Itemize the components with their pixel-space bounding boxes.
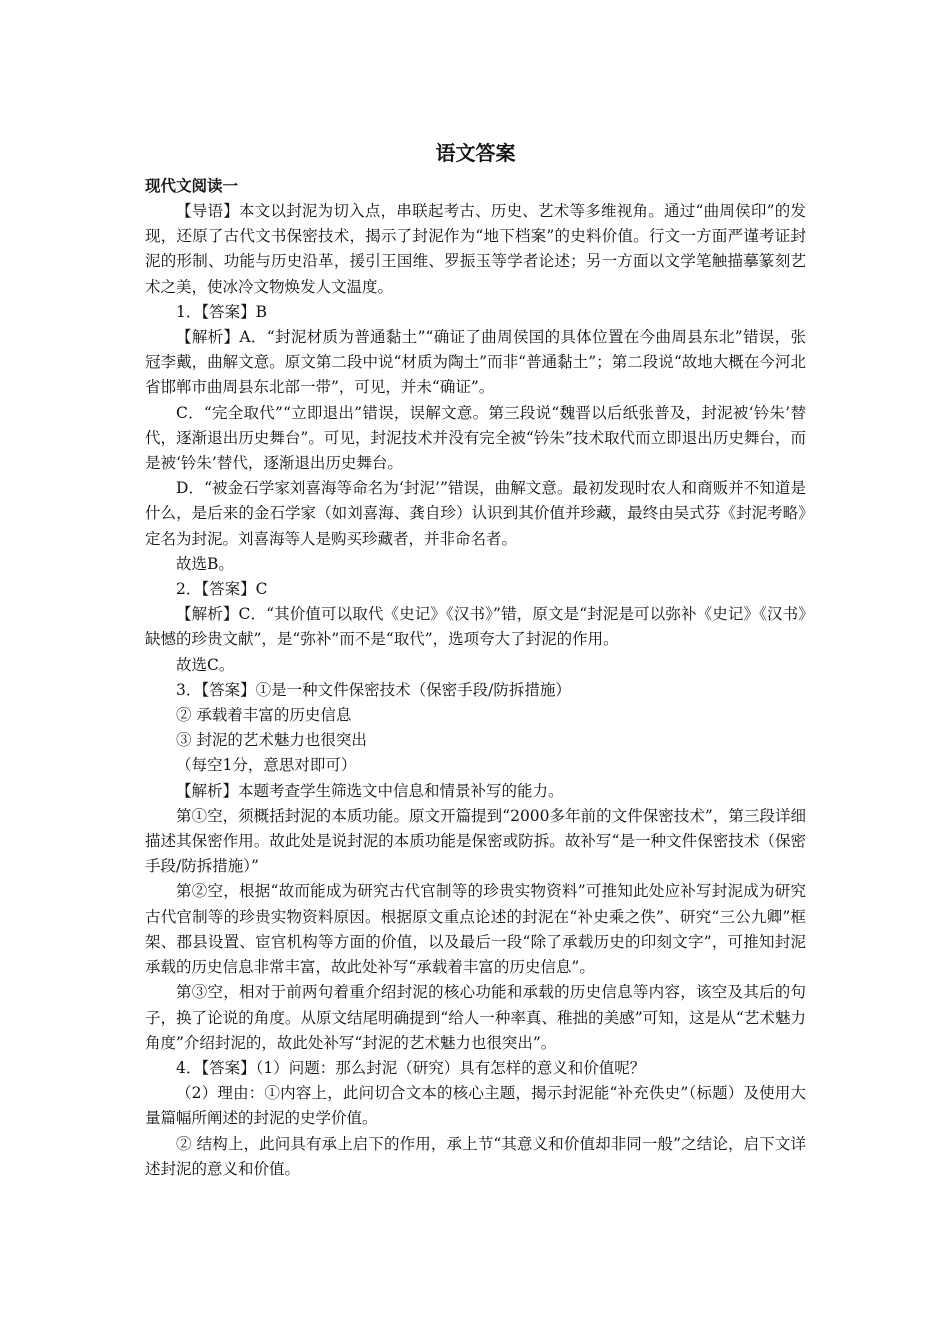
q3-blank-2: 第②空，根据“故而能成为研究古代官制等的珍贵实物资料”可推知此处应补写封泥成为研究古代官制等的珍贵实物资料原因。根据原文重点论述的封泥在“补史乘之佚”、研究“三公九卿”框架、郡县设置、宦官机构等方面的价值，以及最后一段“除了承载历史的印刻文字”，可推知封泥承载的历史信息非常丰富，故此处补写“承载着丰富的历史信息”。	[145, 882, 806, 977]
q2-conclusion: 故选C。	[176, 655, 235, 674]
q3-answer-item-3: ③ 封泥的艺术魅力也很突出	[176, 731, 367, 750]
q1-answer: 1．【答案】B	[176, 302, 268, 321]
q1-analysis-d: D．“被金石学家刘喜海等命名为‘封泥’”错误，曲解文意。最初发现时农人和商贩并不知道是什么，是后来的金石学家（如刘喜海、龚自珍）认识到其价值并珍藏，最终由吴式芬《封泥考略》定名为封泥。刘喜海等人是购买珍藏者，并非命名者。	[145, 479, 806, 548]
q3-answer-item-2: ② 承载着丰富的历史信息	[176, 706, 352, 725]
q3-blank-3: 第③空，相对于前两句着重介绍封泥的核心功能和承载的历史信息等内容，该空及其后的句子，换了论说的角度。从原文结尾明确提到“给人一种率真、稚拙的美感”可知，这是从“艺术魅力角度”介绍封泥的，故此处补写“封泥的艺术魅力也很突出”。	[145, 983, 806, 1052]
q1-analysis-c: C．“完全取代”“立即退出”错误，误解文意。第三段说“魏晋以后纸张普及，封泥被‘钤朱’替代，逐渐退出历史舞台”。可见，封泥技术并没有完全被“钤朱”技术取代而立即退出历史舞台，而是被‘钤朱’替代，逐渐退出历史舞台。	[145, 403, 806, 473]
q3-answer: 3．【答案】①是一种文件保密技术（保密手段/防拆措施）	[176, 680, 571, 699]
q4-reason-2: ② 结构上，此问具有承上启下的作用，承上节“其意义和价值却非同一般”之结论，启下文详述封泥的意义和价值。	[145, 1134, 806, 1178]
q1-analysis-a: 【解析】A．“封泥材质为普通黏土”“确证了曲周侯国的具体位置在今曲周县东北”错误，张冠李戴，曲解文意。原文第二段中说“材质为陶土”而非“普通黏土”；第二段说“故地大概在今河北省邯郸市曲周县东北部一带”，可见，并未“确证”。	[145, 328, 806, 397]
q1-conclusion: 故选B。	[176, 554, 234, 573]
q4-reason-1: （2）理由：①内容上，此问切合文本的核心主题，揭示封泥能“补充佚史”（标题）及使用大量篇幅所阐述的封泥的史学价值。	[145, 1084, 806, 1128]
document-page	[145, 138, 806, 1182]
page-title: 语文答案	[435, 141, 516, 165]
section-heading: 现代文阅读一	[145, 177, 239, 195]
q4-answer: 4．【答案】（1）问题：那么封泥（研究）具有怎样的意义和价值呢？	[176, 1058, 646, 1077]
intro-paragraph: 【导语】本文以封泥为切入点，串联起考古、历史、艺术等多维视角。通过“曲周侯印”的发现，还原了古代文书保密技术，揭示了封泥作为“地下档案”的史料价值。行文一方面严谨考证封泥的形制、功能与历史沿革，援引王国维、罗振玉等学者论述；另一方面以文学笔触描摹篆刻艺术之美，使冰冷文物焕发人文温度。	[145, 202, 806, 296]
q3-blank-1: 第①空，须概括封泥的本质功能。原文开篇提到“2000多年前的文件保密技术”，第三段详细描述其保密作用。故此处是说封泥的本质功能是保密或防拆。故补写“是一种文件保密技术（保密手段/防拆措施）”	[145, 806, 806, 876]
q3-scoring-note: （每空1分，意思对即可）	[176, 756, 357, 775]
q2-answer: 2．【答案】C	[176, 580, 268, 599]
q2-analysis: 【解析】C．“其价值可以取代《史记》《汉书》”错，原文是“封泥是可以弥补《史记》《汉书》缺憾的珍贵文献”，是“弥补”而不是“取代”，选项夸大了封泥的作用。	[145, 605, 806, 649]
q3-analysis: 【解析】本题考查学生筛选文中信息和情景补写的能力。	[176, 781, 564, 800]
